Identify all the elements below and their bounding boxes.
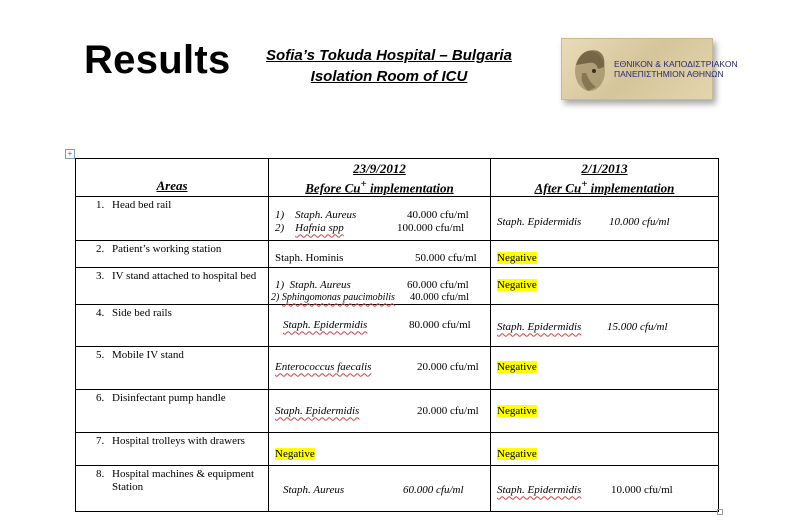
subtitle-room: Isolation Room of ICU xyxy=(310,68,468,85)
before-cell: Staph. Epidermidis 80.000 cfu/ml xyxy=(269,305,491,347)
area-cell: 5. Mobile IV stand xyxy=(76,347,269,390)
area-cell: 4. Side bed rails xyxy=(76,305,269,347)
negative-badge: Negative xyxy=(497,279,537,292)
area-cell: 6. Disinfectant pump handle xyxy=(76,390,269,433)
negative-badge: Negative xyxy=(497,405,537,418)
area-cell: 7. Hospital trolleys with drawers xyxy=(76,433,269,466)
header-areas: Areas xyxy=(76,159,269,197)
table-row xyxy=(76,466,719,512)
table-row xyxy=(76,347,719,390)
after-cell xyxy=(491,241,719,268)
negative-badge: Negative xyxy=(497,252,537,265)
university-logo xyxy=(561,38,738,100)
negative-badge: Negative xyxy=(497,448,537,461)
table-header-row xyxy=(76,159,719,197)
logo-text-line2: ΠΑΝΕΠΙΣΤΗΜΙΟΝ ΑΘΗΝΩΝ xyxy=(614,69,724,79)
after-cell: Staph. Epidermidis 10.000 cfu/ml xyxy=(491,197,719,241)
before-cell: 1) Staph. Aureus 40.000 cfu/ml 2) Hafnia spp 100.000 cfu/ml xyxy=(269,197,491,241)
area-cell: 1. Head bed rail xyxy=(76,197,269,241)
area-cell: 8. Hospital machines & equipment Station xyxy=(76,466,269,512)
before-cell: Enterococcus faecalis 20.000 cfu/ml xyxy=(269,347,491,390)
before-cell: Staph. Epidermidis 20.000 cfu/ml xyxy=(269,390,491,433)
before-date: 23/9/2012 xyxy=(353,161,406,176)
area-cell: 3. IV stand attached to hospital bed xyxy=(76,268,269,305)
before-cell: 1) Staph. Aureus 60.000 cfu/ml 2) Sphingomonas paucimobilis 40.000 cfu/ml xyxy=(269,268,491,305)
after-cell xyxy=(491,390,719,433)
after-cell xyxy=(491,347,719,390)
before-cell: Staph. Hominis 50.000 cfu/ml xyxy=(269,241,491,268)
before-label: Before Cu+ implementation xyxy=(305,178,454,196)
table-row xyxy=(76,241,719,268)
table-row xyxy=(76,268,719,305)
area-cell: 2. Patient’s working station xyxy=(76,241,269,268)
table-row xyxy=(76,197,719,241)
after-label: After Cu+ implementation xyxy=(534,178,675,196)
table-row xyxy=(76,390,719,433)
table-row xyxy=(76,433,719,466)
after-cell xyxy=(491,268,719,305)
negative-badge: Negative xyxy=(497,361,537,374)
header-after xyxy=(491,159,719,197)
athena-head-icon xyxy=(568,43,612,95)
table-row xyxy=(76,305,719,347)
page-title: Results xyxy=(84,38,231,82)
before-cell: Staph. Aureus 60.000 cfu/ml xyxy=(269,466,491,512)
table-resize-handle[interactable] xyxy=(717,509,723,515)
subtitle-hospital: Sofia’s Tokuda Hospital – Bulgaria xyxy=(266,47,512,64)
after-cell: Staph. Epidermidis 10.000 cfu/ml xyxy=(491,466,719,512)
before-cell xyxy=(269,433,491,466)
after-cell xyxy=(491,433,719,466)
after-date: 2/1/2013 xyxy=(581,161,628,176)
negative-badge: Negative xyxy=(275,448,315,461)
results-table xyxy=(75,158,719,512)
header-before xyxy=(269,159,491,197)
table-move-handle-icon[interactable]: + xyxy=(65,149,75,159)
after-cell: Staph. Epidermidis 15.000 cfu/ml xyxy=(491,305,719,347)
logo-text-line1: ΕΘΝΙΚΟΝ & ΚΑΠΟΔΙΣΤΡΙΑΚΟΝ xyxy=(614,59,738,69)
